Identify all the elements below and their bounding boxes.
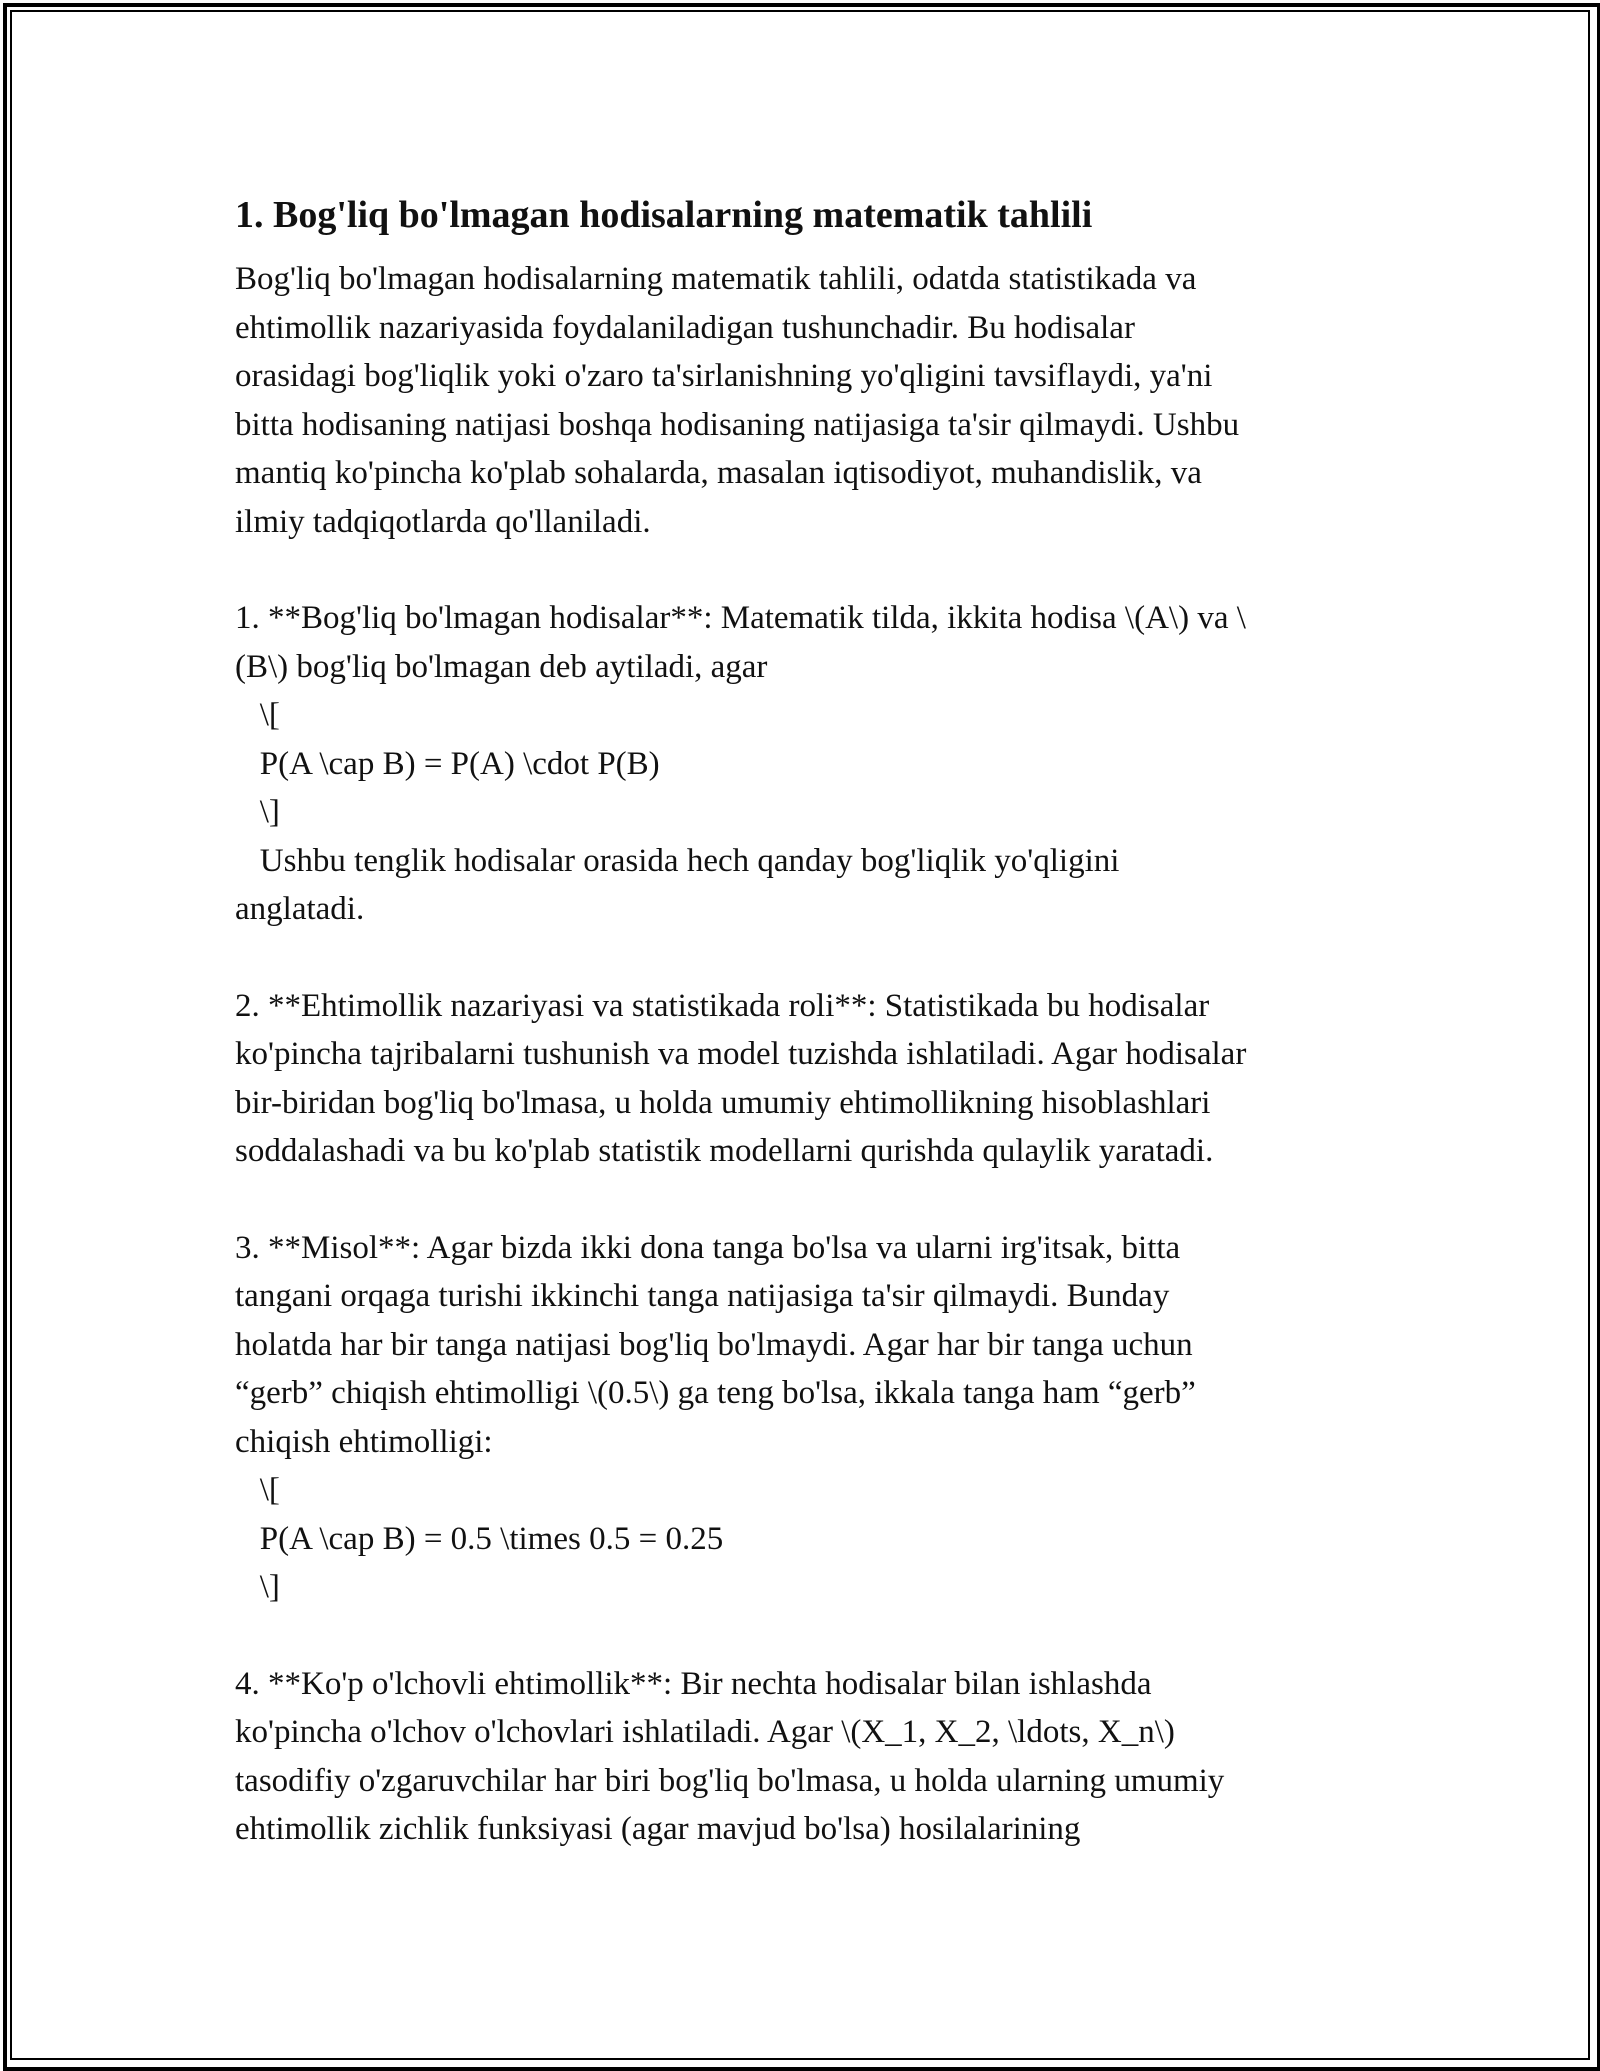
intro-paragraph: Bog'liq bo'lmagan hodisalarning matematik tahlili, odatda statistikada va ehtimollik nazariyasida foydalaniladigan tushunchadir. Bu hodisalar orasidagi bog'liqlik yoki o'zaro ta'sirlanishning yo'qligini tavsiflaydi, ya'ni bitta hodisaning natijasi boshqa hodisaning natijasiga ta'sir qilmaydi. Ushbu mantiq ko'pincha ko'plab sohalarda, masalan iqtisodiyot, muhandislik, va ilmiy tadqiqotlarda qo'llaniladi. (235, 261, 1240, 540)
section-heading: 1. Bog'liq bo'lmagan hodisalarning matematik tahlili (235, 194, 1093, 236)
paragraph-gap (235, 1612, 1365, 1660)
document-body (235, 187, 1365, 1854)
list-item-independent-events: 1. **Bog'liq bo'lmagan hodisalar**: Matematik tilda, ikkita hodisa \(A\) va \ (B\) bog'liq bo'lmagan deb aytiladi, agar \[ P(A \cap B) = P(A) \cdot P(B) \] Ushbu tenglik hodisalar orasida hech qanday bog'liqlik yo'qligini anglatadi. (235, 600, 1246, 927)
list-item-multivariate: 4. **Ko'p o'lchovli ehtimollik**: Bir nechta hodisalar bilan ishlashda ko'pincha o'lchov o'lchovlari ishlatiladi. Agar \(X_1, X_2, \ldots, X_n\) tasodifiy o'zgaruvchilar har biri bog'liq bo'lmasa, u holda ularning umumiy ehtimollik zichlik funksiyasi (agar mavjud bo'lsa) hosilalarining (235, 1665, 1225, 1847)
paragraph-gap (235, 1176, 1365, 1224)
list-item-probability-role: 2. **Ehtimollik nazariyasi va statistikada roli**: Statistikada bu hodisalar ko'pincha tajribalarni tushunish va model tuzishda ishlatiladi. Agar hodisalar bir-biridan bog'liq bo'lmasa, u holda umumiy ehtimollikning hisoblashlari soddalashadi va bu ko'plab statistik modellarni qurishda qulaylik yaratadi. (235, 987, 1247, 1169)
paragraph-gap (235, 546, 1365, 594)
list-item-example: 3. **Misol**: Agar bizda ikki dona tanga bo'lsa va ularni irg'itsak, bitta tangani orqaga turishi ikkinchi tanga natijasiga ta'sir qilmaydi. Bunday holatda har bir tanga natijasi bog'liq bo'lmaydi. Agar har bir tanga uchun “gerb” chiqish ehtimolligi \(0.5\) ga teng bo'lsa, ikkala tanga ham “gerb” chiqish ehtimolligi: \[ P(A \cap B) = 0.5 \times 0.5 = 0.25 \] (235, 1229, 1196, 1605)
paragraph-gap (235, 934, 1365, 982)
